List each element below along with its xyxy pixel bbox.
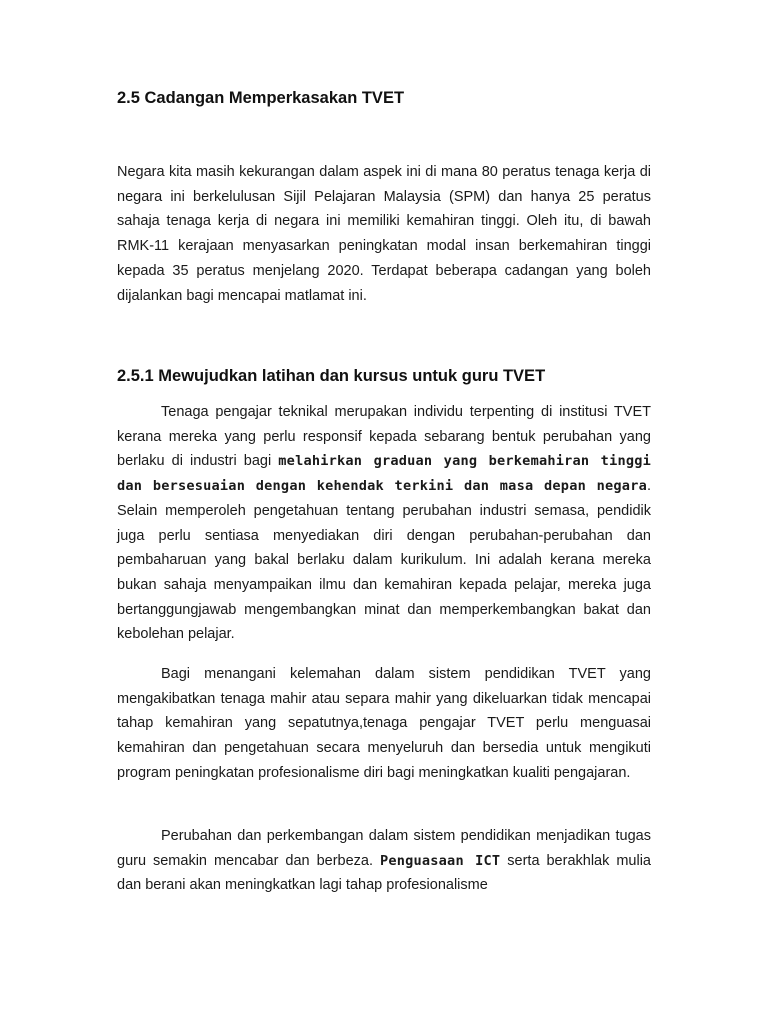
paragraph-1 [117, 400, 651, 647]
section-heading: 2.5 Cadangan Memperkasakan TVET [117, 89, 405, 107]
paragraph-3-text-a: Perubahan dan perkembangan dalam sistem pendidikan menjadikan tugas guru semakin mencabar dan berbeza. [117, 828, 651, 869]
intro-paragraph: Negara kita masih kekurangan dalam aspek ini di mana 80 peratus tenaga kerja di negara ini berkelulusan Sijil Pelajaran Malaysia (SPM) dan hanya 25 peratus sahaja tenaga kerja di negara ini memiliki kemahiran tinggi. Oleh itu, di bawah RMK-11 kerajaan menyasarkan peningkatan modal insan berkemahiran tinggi kepada 35 peratus menjelang 2020. Terdapat beberapa cadangan yang boleh dijalankan bagi mencapai matlamat ini. [117, 164, 651, 304]
paragraph-1-bold: melahirkan graduan yang berkemahiran tinggi dan bersesuaian dengan kehendak terkini dan masa depan negara [117, 453, 651, 495]
paragraph-3-text-b: serta berakhlak mulia dan berani akan meningkatkan lagi tahap profesionalisme [117, 852, 651, 894]
paragraph-2: Bagi menangani kelemahan dalam sistem pendidikan TVET yang mengakibatkan tenaga mahir atau separa mahir yang dikeluarkan tidak mencapai tahap kemahiran yang sepatutnya,tenaga pengajar TVET perlu menguasai kemahiran dan pengetahuan secara menyeluruh dan bersedia untuk mengikuti program peningkatan profesionalisme diri bagi meningkatkan kualiti pengajaran. [117, 666, 651, 781]
paragraph-3-bold: Penguasaan ICT [379, 852, 501, 869]
paragraph-1-text-b: . Selain memperoleh pengetahuan tentang perubahan industri semasa, pendidik juga perlu sentiasa menyediakan diri dengan perubahan-perubahan dan pembaharuan yang bakal berlaku dalam kurikulum. Ini adalah kerana mereka bukan sahaja menyampaikan ilmu dan kemahiran kepada pelajar, mereka juga bertanggungjawab mengembangkan minat dan memperkembangkan bakat dan kebolehan pelajar. [117, 478, 651, 643]
paragraph-3 [117, 824, 651, 898]
subsection-heading: 2.5.1 Mewujudkan latihan dan kursus untuk guru TVET [117, 367, 546, 385]
paragraph-1-text-a: Tenaga pengajar teknikal merupakan individu terpenting di institusi TVET kerana mereka yang perlu responsif kepada sebarang bentuk perubahan yang berlaku di industri bagi [117, 404, 651, 470]
